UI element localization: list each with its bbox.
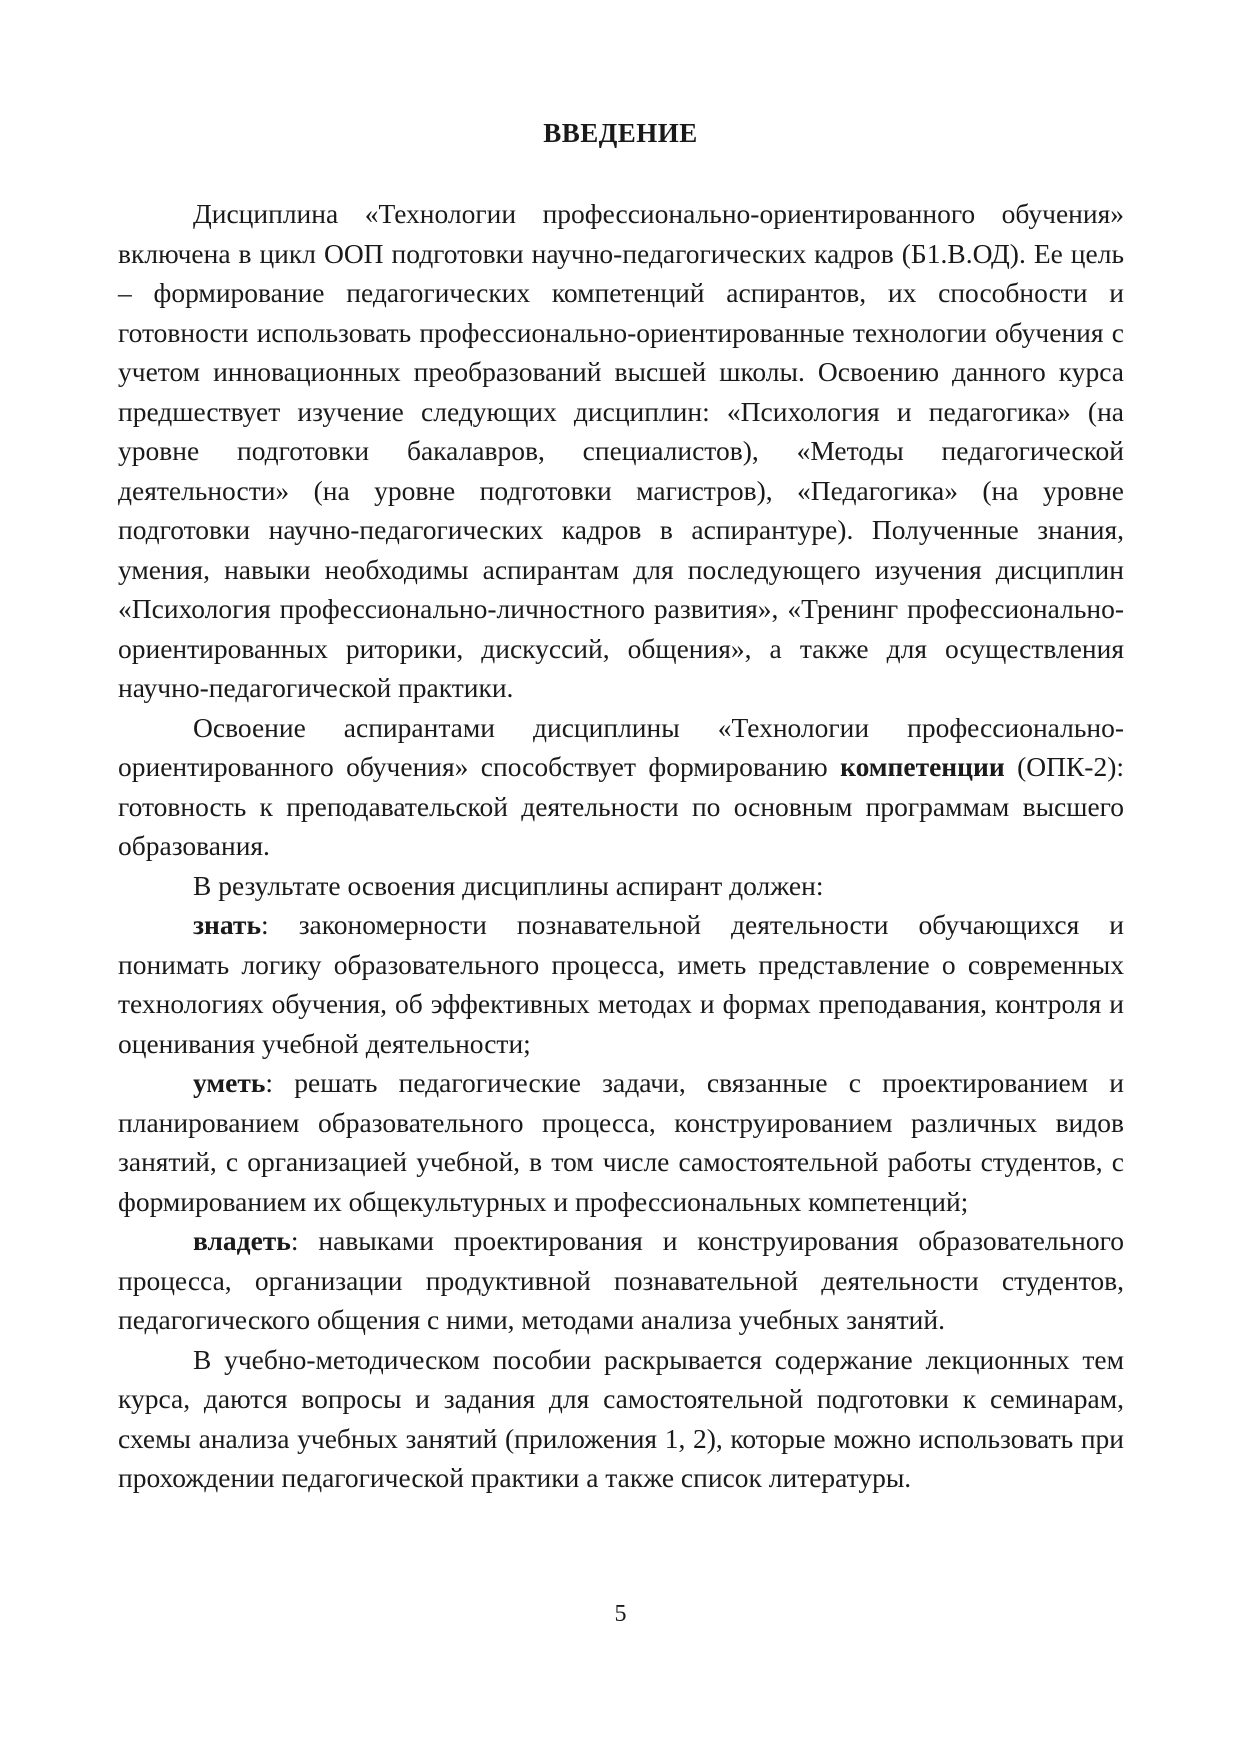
know-term: знать bbox=[193, 909, 261, 940]
can-term: уметь bbox=[193, 1067, 266, 1098]
paragraph-discipline-description: Дисциплина «Технологии профессионально-ориентированного обучения» включена в цикл ООП подготовки научно-педагогических кадров (Б1.В.ОД). Ее цель – формирование педагогических компетенций аспирантов, их способности и готовности использовать профессионально-ориентированные технологии обучения с учетом инновационных преобразований высшей школы. Освоению данного курса предшествует изучение следующих дисциплин: «Психология и педагогика» (на уровне подготовки бакалавров, специалистов), «Методы педагогической деятельности» (на уровне подготовки магистров), «Педагогика» (на уровне подготовки научно-педагогических кадров в аспирантуре). Полученные знания, умения, навыки необходимы аспирантам для последующего изучения дисциплин «Психология профессионально-личностного развития», «Тренинг профессионально-ориентированных риторики, дискуссий, общения», а также для осуществления научно-педагогической практики. bbox=[118, 198, 1124, 703]
competence-term: компетенции bbox=[840, 751, 1005, 782]
know-text: : закономерности познавательной деятельности обучающихся и понимать логику образовательного процесса, иметь представление о современных технологиях обучения, об эффективных методах и формах преподавания, контроля и оценивания учебной деятельности; bbox=[118, 909, 1124, 1059]
paragraph-can bbox=[118, 1063, 1124, 1221]
paragraph-competence bbox=[118, 708, 1124, 866]
own-term: владеть bbox=[193, 1225, 291, 1256]
paragraph-own bbox=[118, 1221, 1124, 1340]
competence-text-end: (ОПК-2): готовность к преподавательской деятельности по основным программам высшего образования. bbox=[118, 751, 1124, 861]
paragraph-know bbox=[118, 905, 1124, 1063]
section-heading: ВВЕДЕНИЕ bbox=[543, 118, 698, 148]
paragraph-learning-outcomes-intro: В результате освоения дисциплины аспирант должен: bbox=[193, 869, 824, 901]
own-text: : навыками проектирования и конструирования образовательного процесса, организации продуктивной познавательной деятельности студентов, педагогического общения с ними, методами анализа учебных занятий. bbox=[118, 1225, 1124, 1335]
body-text bbox=[118, 194, 1124, 1498]
page-number: 5 bbox=[614, 1601, 627, 1627]
competence-text-start: Освоение аспирантами дисциплины «Технологии профессионально-ориентированного обучения» способствует формированию bbox=[118, 711, 1124, 782]
paragraph-manual-contents: В учебно-методическом пособии раскрывается содержание лекционных тем курса, даются вопросы и задания для самостоятельной подготовки к семинарам, схемы анализа учебных занятий (приложения 1, 2), которые можно использовать при прохождении педагогической практики а также список литературы. bbox=[118, 1343, 1124, 1493]
can-text: : решать педагогические задачи, связанные с проектированием и планированием образовательного процесса, конструированием различных видов занятий, с организацией учебной, в том числе самостоятельной работы студентов, с формированием их общекультурных и профессиональных компетенций; bbox=[118, 1067, 1124, 1217]
